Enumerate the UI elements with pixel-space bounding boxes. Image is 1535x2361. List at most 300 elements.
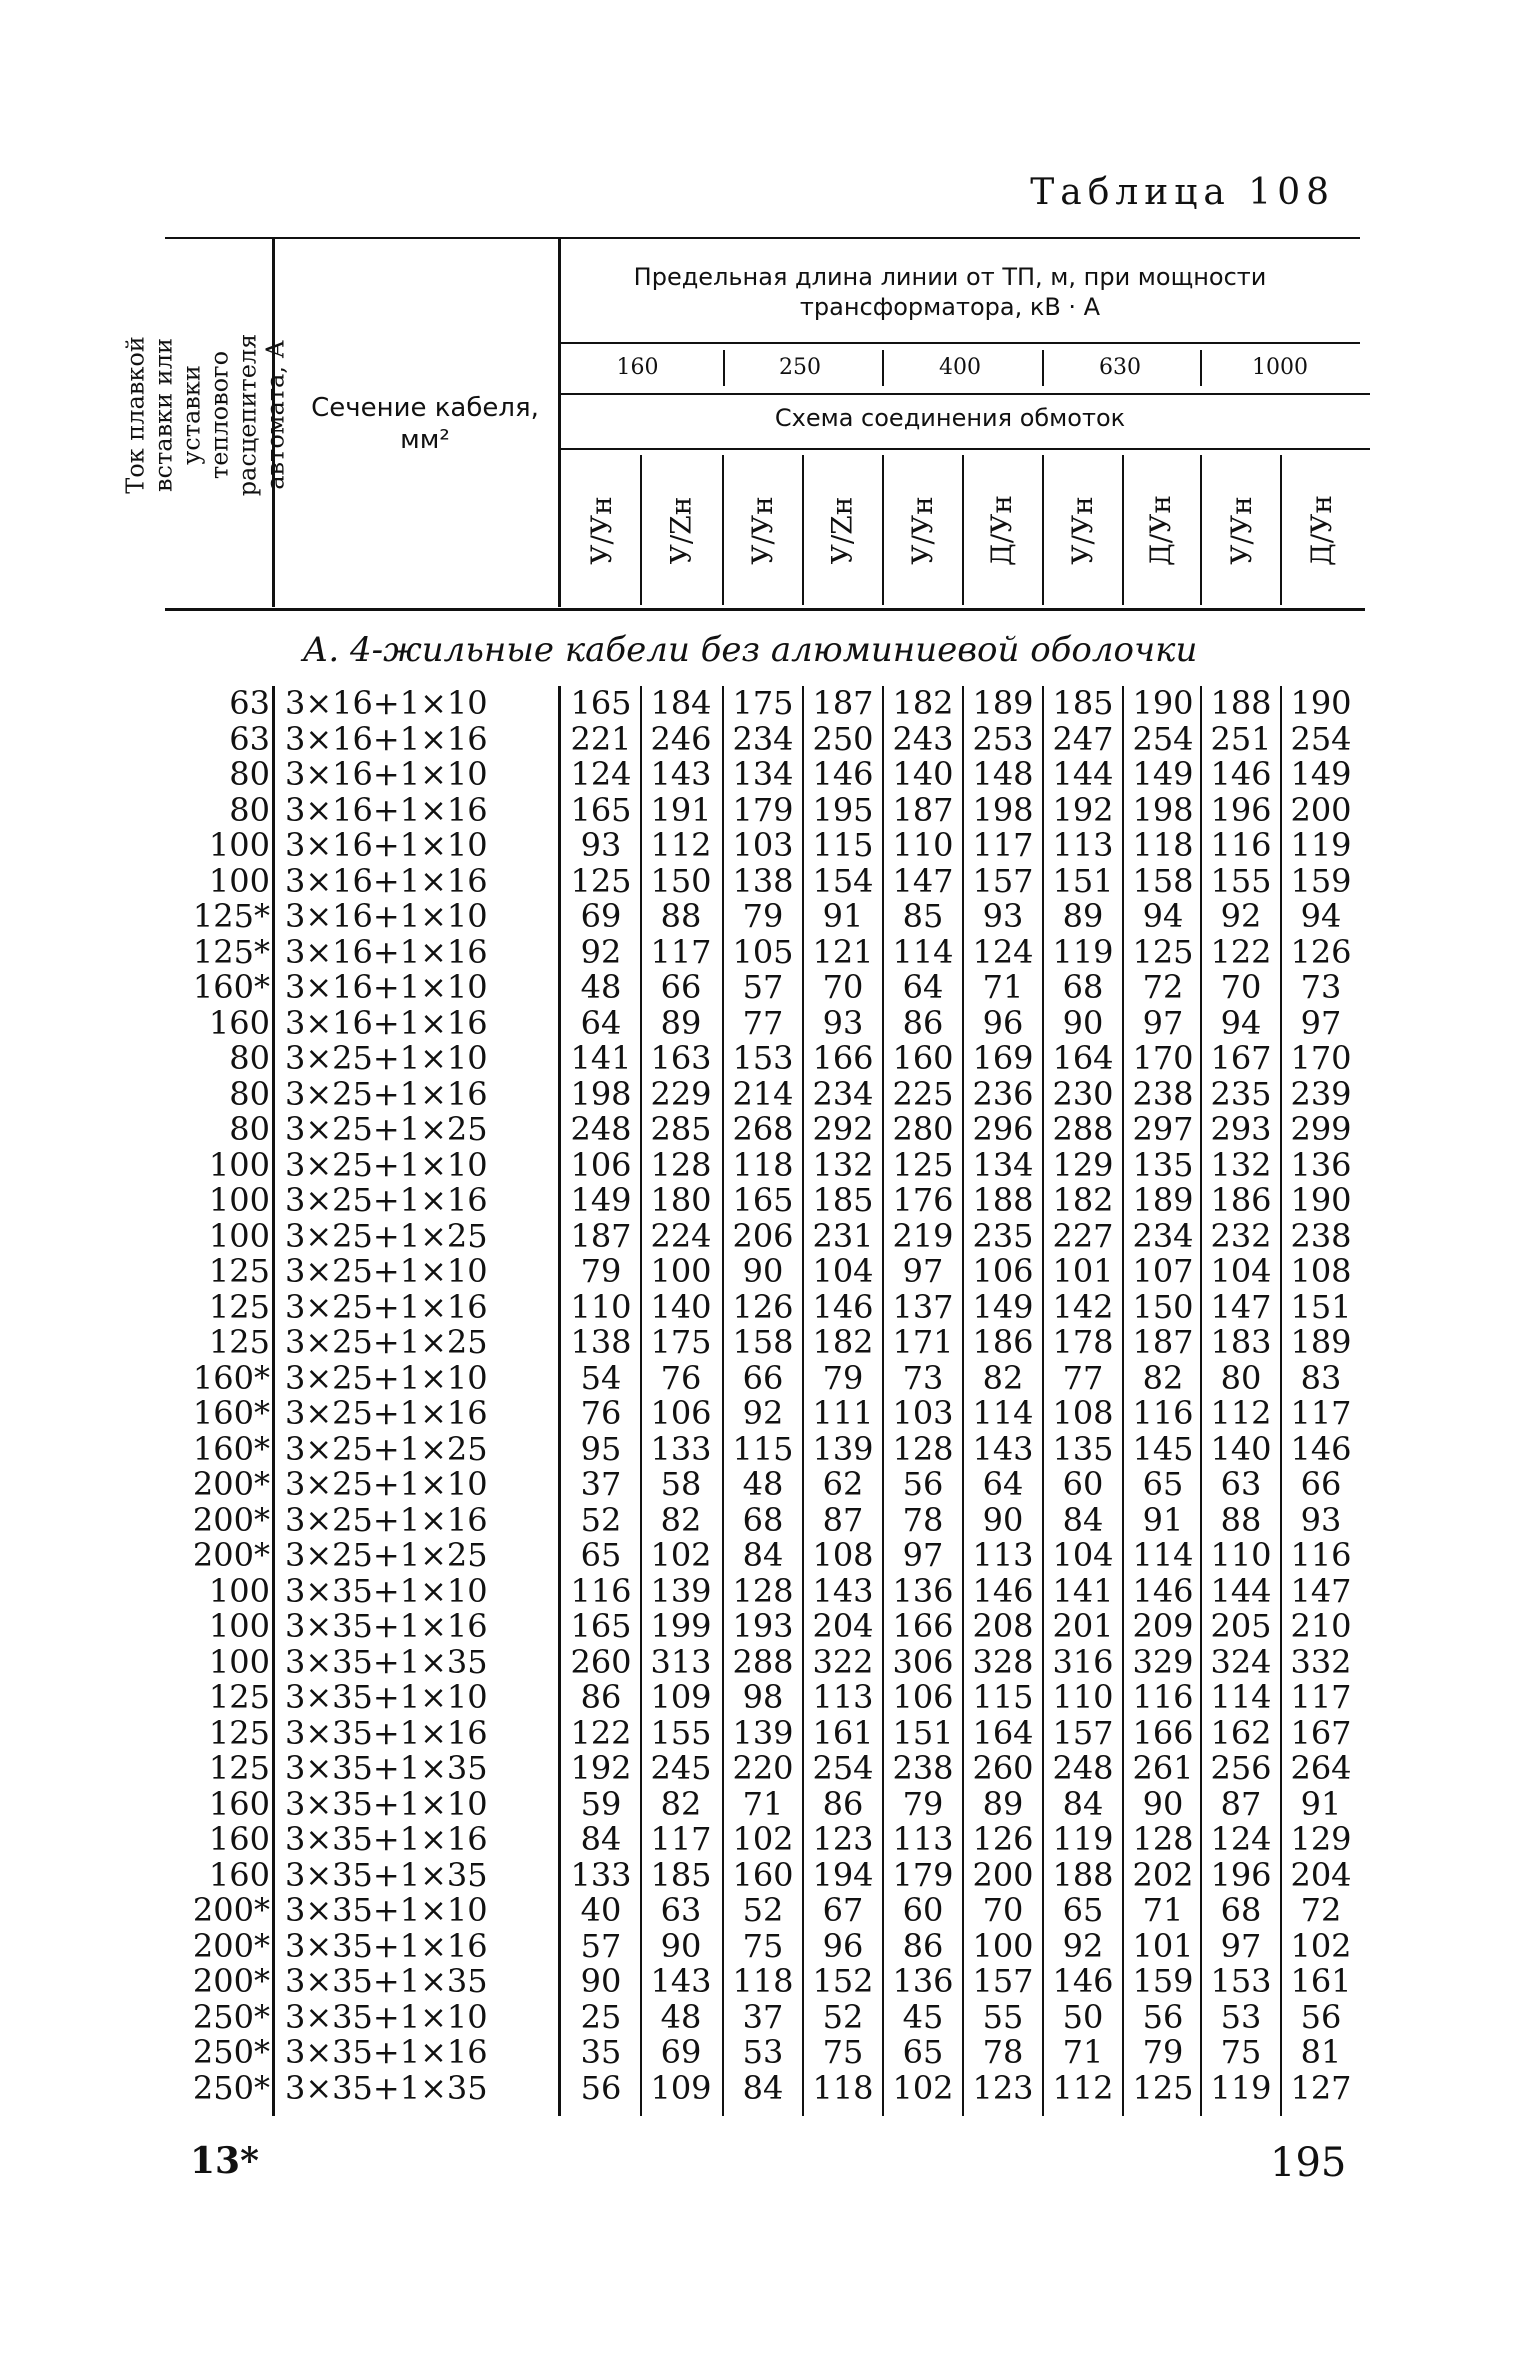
cell-length: 247: [1052, 719, 1114, 758]
cell-length: 158: [1132, 861, 1194, 900]
cell-length: 214: [732, 1074, 794, 1113]
cell-current: 100: [208, 1607, 270, 1645]
cell-length: 75: [742, 1926, 784, 1965]
cell-length: 164: [972, 1713, 1034, 1752]
table-row: [0, 719, 1535, 758]
cell-length: 143: [812, 1571, 874, 1610]
cell-length: 132: [812, 1145, 874, 1184]
cell-length: 91: [1300, 1784, 1342, 1823]
cell-length: 112: [650, 826, 712, 864]
table-row: [0, 1358, 1535, 1397]
cell-length: 84: [1062, 1784, 1104, 1823]
cell-length: 178: [1052, 1323, 1114, 1361]
cell-length: 151: [1052, 861, 1114, 900]
cell-section: 3×16+1×16: [285, 861, 488, 900]
cell-length: 188: [1210, 684, 1272, 722]
cell-length: 93: [822, 1003, 864, 1042]
cell-length: 268: [732, 1110, 794, 1148]
cell-length: 260: [972, 1749, 1034, 1787]
cell-length: 154: [812, 861, 874, 900]
conn-label-7: У/Ун: [1065, 495, 1099, 565]
cell-length: 254: [1132, 719, 1194, 758]
cell-current: 125*: [192, 897, 270, 935]
cell-length: 113: [1052, 826, 1114, 864]
cell-current: 100: [208, 861, 270, 900]
cell-length: 72: [1142, 968, 1184, 1006]
cell-length: 92: [1062, 1926, 1104, 1965]
table-row: [0, 1325, 1535, 1361]
cell-section: 3×25+1×10: [285, 1465, 488, 1503]
cell-length: 113: [972, 1536, 1034, 1574]
cell-section: 3×35+1×10: [285, 1571, 488, 1610]
power-630: 630: [1099, 355, 1141, 380]
cell-length: 192: [1052, 790, 1114, 829]
cell-length: 77: [1062, 1358, 1104, 1397]
cell-length: 170: [1290, 1039, 1352, 1077]
cell-current: 80: [229, 790, 270, 829]
cell-length: 71: [982, 968, 1024, 1006]
cell-length: 192: [570, 1749, 632, 1787]
cell-length: 146: [812, 1287, 874, 1326]
cell-length: 77: [742, 1003, 784, 1042]
table-row: [0, 1467, 1535, 1503]
cell-length: 166: [1132, 1713, 1194, 1752]
cell-current: 160: [208, 1855, 270, 1894]
cell-current: 200*: [192, 1500, 270, 1539]
cell-length: 106: [892, 1678, 954, 1716]
cell-section: 3×35+1×16: [285, 1713, 488, 1752]
cell-section: 3×25+1×16: [285, 1287, 488, 1326]
cell-length: 159: [1132, 1962, 1194, 2000]
cell-length: 149: [570, 1181, 632, 1219]
cell-length: 193: [732, 1607, 794, 1645]
cell-length: 108: [1290, 1252, 1352, 1290]
power-divider-3: [1042, 350, 1044, 386]
power-bottom-rule: [560, 393, 1370, 395]
cell-length: 97: [902, 1252, 944, 1290]
cell-length: 102: [732, 1820, 794, 1858]
cell-length: 123: [972, 2068, 1034, 2107]
cell-length: 93: [1300, 1500, 1342, 1539]
cell-length: 164: [1052, 1039, 1114, 1077]
cell-length: 209: [1132, 1607, 1194, 1645]
cell-length: 83: [1300, 1358, 1342, 1397]
cell-length: 126: [732, 1287, 794, 1326]
conn-label-1: У/Ун: [584, 495, 618, 565]
cell-length: 110: [1210, 1536, 1272, 1574]
cell-length: 82: [660, 1500, 702, 1539]
cell-length: 88: [660, 897, 702, 935]
current-header-label: Ток плавкой вставки или уставки теплового расцепителя автомата, А: [121, 333, 290, 497]
cell-length: 219: [892, 1216, 954, 1255]
cell-current: 160: [208, 1784, 270, 1823]
cell-length: 153: [1210, 1962, 1272, 2000]
cell-length: 90: [1062, 1003, 1104, 1042]
cell-length: 65: [902, 2033, 944, 2071]
cell-length: 76: [660, 1358, 702, 1397]
cell-length: 82: [660, 1784, 702, 1823]
cell-length: 187: [812, 684, 874, 722]
cell-length: 117: [650, 1820, 712, 1858]
cell-length: 58: [660, 1465, 702, 1503]
cell-length: 124: [1210, 1820, 1272, 1858]
cell-length: 155: [650, 1713, 712, 1752]
cell-length: 125: [1132, 932, 1194, 971]
cell-length: 210: [1290, 1607, 1352, 1645]
cell-length: 98: [742, 1678, 784, 1716]
cell-length: 105: [732, 932, 794, 971]
table-row: [0, 1003, 1535, 1042]
conn-label-6: Д/Ун: [985, 494, 1019, 566]
cell-length: 71: [1142, 1891, 1184, 1929]
cell-length: 157: [1052, 1713, 1114, 1752]
cell-length: 256: [1210, 1749, 1272, 1787]
cell-length: 135: [1132, 1145, 1194, 1184]
cell-length: 149: [972, 1287, 1034, 1326]
table-row: [0, 1926, 1535, 1965]
conn-label-10: Д/Ун: [1305, 494, 1339, 566]
cell-length: 75: [1220, 2033, 1262, 2071]
cell-current: 100: [208, 1216, 270, 1255]
cell-length: 59: [580, 1784, 622, 1823]
cell-length: 68: [1062, 968, 1104, 1006]
power-divider-4: [1200, 350, 1202, 386]
cell-length: 297: [1132, 1110, 1194, 1148]
cell-length: 185: [1052, 684, 1114, 722]
table-row: [0, 1751, 1535, 1787]
cell-length: 71: [742, 1784, 784, 1823]
cell-length: 53: [1220, 1997, 1262, 2036]
cell-length: 65: [1142, 1465, 1184, 1503]
cell-length: 232: [1210, 1216, 1272, 1255]
table-row: [0, 861, 1535, 900]
cell-length: 183: [1210, 1323, 1272, 1361]
conn-col-2: [642, 455, 720, 605]
cell-length: 66: [742, 1358, 784, 1397]
table-row: [0, 970, 1535, 1006]
cell-length: 64: [580, 1003, 622, 1042]
cell-length: 198: [570, 1074, 632, 1113]
cell-section: 3×25+1×25: [285, 1429, 488, 1468]
winding-scheme-header: Схема соединения обмоток: [774, 404, 1126, 432]
cell-section: 3×16+1×10: [285, 826, 488, 864]
cell-length: 116: [1132, 1678, 1194, 1716]
cell-current: 100: [208, 826, 270, 864]
cell-section: 3×35+1×16: [285, 1607, 488, 1645]
cell-length: 90: [982, 1500, 1024, 1539]
cell-section: 3×25+1×10: [285, 1145, 488, 1184]
cell-section: 3×25+1×16: [285, 1074, 488, 1113]
table-row: [0, 1642, 1535, 1681]
cell-length: 149: [1290, 755, 1352, 793]
table-row: [0, 2068, 1535, 2107]
cell-length: 157: [972, 1962, 1034, 2000]
cell-length: 163: [650, 1039, 712, 1077]
table-row: [0, 1183, 1535, 1219]
cell-length: 37: [580, 1465, 622, 1503]
cell-length: 118: [732, 1962, 794, 2000]
cell-length: 73: [902, 1358, 944, 1397]
power-1000: 1000: [1252, 355, 1308, 380]
cell-length: 261: [1132, 1749, 1194, 1787]
cell-length: 157: [972, 861, 1034, 900]
table-row: [0, 1396, 1535, 1432]
cell-length: 97: [902, 1536, 944, 1574]
cell-length: 191: [650, 790, 712, 829]
cell-length: 264: [1290, 1749, 1352, 1787]
table-row: [0, 1784, 1535, 1823]
cell-length: 147: [892, 861, 954, 900]
cell-length: 142: [1052, 1287, 1114, 1326]
cell-length: 57: [742, 968, 784, 1006]
cell-section: 3×25+1×16: [285, 1500, 488, 1539]
cell-length: 79: [580, 1252, 622, 1290]
cell-current: 160*: [192, 1358, 270, 1397]
cell-section: 3×35+1×16: [285, 1820, 488, 1858]
cell-section: 3×16+1×10: [285, 897, 488, 935]
cell-length: 188: [972, 1181, 1034, 1219]
cell-length: 78: [902, 1500, 944, 1539]
cell-length: 68: [1220, 1891, 1262, 1929]
cell-length: 79: [902, 1784, 944, 1823]
cell-length: 86: [902, 1926, 944, 1965]
cell-length: 89: [982, 1784, 1024, 1823]
cell-length: 68: [742, 1500, 784, 1539]
cell-length: 106: [570, 1145, 632, 1184]
cell-section: 3×16+1×16: [285, 1003, 488, 1042]
cell-length: 125: [570, 861, 632, 900]
cell-length: 56: [902, 1465, 944, 1503]
cell-length: 112: [1210, 1394, 1272, 1432]
cell-length: 86: [902, 1003, 944, 1042]
cell-length: 136: [892, 1571, 954, 1610]
cell-length: 126: [972, 1820, 1034, 1858]
cell-length: 92: [742, 1394, 784, 1432]
cell-current: 200*: [192, 1465, 270, 1503]
cell-length: 162: [1210, 1713, 1272, 1752]
cell-length: 182: [892, 684, 954, 722]
cell-length: 57: [580, 1926, 622, 1965]
conn-col-1: [562, 455, 640, 605]
cell-length: 75: [822, 2033, 864, 2071]
cell-section: 3×25+1×16: [285, 1394, 488, 1432]
conn-label-4: У/Zн: [825, 496, 859, 564]
cell-length: 143: [972, 1429, 1034, 1468]
cell-length: 84: [1062, 1500, 1104, 1539]
cell-current: 250*: [192, 1997, 270, 2036]
cell-length: 167: [1290, 1713, 1352, 1752]
cell-length: 89: [1062, 897, 1104, 935]
table-row: [0, 1713, 1535, 1752]
conn-divider-9: [1280, 455, 1282, 605]
cell-length: 161: [812, 1713, 874, 1752]
cell-section: 3×35+1×16: [285, 1926, 488, 1965]
cell-length: 66: [660, 968, 702, 1006]
cell-length: 190: [1290, 1181, 1352, 1219]
cell-section: 3×35+1×35: [285, 1962, 488, 2000]
cell-current: 125: [208, 1749, 270, 1787]
table-row: [0, 1855, 1535, 1894]
cell-length: 55: [982, 1997, 1024, 2036]
cell-length: 332: [1290, 1642, 1352, 1681]
cell-length: 60: [902, 1891, 944, 1929]
cell-length: 288: [732, 1642, 794, 1681]
cell-length: 234: [812, 1074, 874, 1113]
conn-col-6: [962, 455, 1042, 605]
cell-length: 69: [660, 2033, 702, 2071]
cell-length: 69: [580, 897, 622, 935]
cell-length: 179: [892, 1855, 954, 1894]
table-row: [0, 1074, 1535, 1113]
cell-current: 200*: [192, 1891, 270, 1929]
cell-length: 89: [660, 1003, 702, 1042]
cell-length: 144: [1052, 755, 1114, 793]
cell-section: 3×16+1×16: [285, 932, 488, 971]
table-row: [0, 1997, 1535, 2036]
cell-length: 70: [822, 968, 864, 1006]
cell-length: 119: [1052, 1820, 1114, 1858]
table-row: [0, 1538, 1535, 1574]
cell-length: 123: [812, 1820, 874, 1858]
cell-current: 250*: [192, 2068, 270, 2107]
cell-length: 160: [732, 1855, 794, 1894]
cell-length: 119: [1210, 2068, 1272, 2107]
table-row: [0, 1609, 1535, 1645]
power-250: 250: [779, 355, 821, 380]
table-row: [0, 932, 1535, 971]
cell-length: 180: [650, 1181, 712, 1219]
cell-length: 225: [892, 1074, 954, 1113]
conn-col-8: [1122, 455, 1200, 605]
cell-length: 293: [1210, 1110, 1272, 1148]
cell-length: 101: [1052, 1252, 1114, 1290]
cell-length: 227: [1052, 1216, 1114, 1255]
cell-length: 91: [1142, 1500, 1184, 1539]
cell-length: 147: [1210, 1287, 1272, 1326]
cell-section: 3×16+1×10: [285, 684, 488, 722]
cell-length: 103: [732, 826, 794, 864]
table-row: [0, 828, 1535, 864]
cell-length: 117: [1290, 1678, 1352, 1716]
cell-length: 65: [580, 1536, 622, 1574]
table-row: [0, 899, 1535, 935]
cell-length: 97: [1142, 1003, 1184, 1042]
cell-length: 122: [1210, 932, 1272, 971]
cell-length: 220: [732, 1749, 794, 1787]
cell-length: 239: [1290, 1074, 1352, 1113]
signature-mark: 13*: [190, 2140, 259, 2182]
cell-length: 231: [812, 1216, 874, 1255]
page-number: 195: [1270, 2140, 1347, 2186]
cell-length: 128: [892, 1429, 954, 1468]
table-row: [0, 2035, 1535, 2071]
cell-length: 198: [972, 790, 1034, 829]
cell-length: 87: [822, 1500, 864, 1539]
cell-length: 166: [892, 1607, 954, 1645]
cell-current: 200*: [192, 1536, 270, 1574]
cell-length: 146: [972, 1571, 1034, 1610]
cell-section: 3×25+1×25: [285, 1110, 488, 1148]
table-row: [0, 1254, 1535, 1290]
cell-length: 124: [972, 932, 1034, 971]
cell-length: 151: [892, 1713, 954, 1752]
cell-length: 93: [580, 826, 622, 864]
cell-length: 90: [660, 1926, 702, 1965]
cell-length: 250: [812, 719, 874, 758]
header-bottom-rule: [165, 608, 1365, 611]
conn-label-3: У/Ун: [745, 495, 779, 565]
cell-length: 56: [1142, 1997, 1184, 2036]
cell-length: 103: [892, 1394, 954, 1432]
cell-length: 129: [1052, 1145, 1114, 1184]
cell-length: 199: [650, 1607, 712, 1645]
cell-length: 85: [902, 897, 944, 935]
cell-length: 73: [1300, 968, 1342, 1006]
cell-length: 78: [982, 2033, 1024, 2071]
table-top-rule: [165, 237, 1360, 239]
conn-col-4: [802, 455, 882, 605]
group-title: А. 4-жильные кабели без алюминиевой оболочки: [302, 630, 1198, 670]
cell-length: 90: [580, 1962, 622, 2000]
cell-length: 63: [1220, 1465, 1262, 1503]
cell-length: 79: [1142, 2033, 1184, 2071]
cell-length: 182: [1052, 1181, 1114, 1219]
cell-length: 243: [892, 719, 954, 758]
cell-length: 146: [1210, 755, 1272, 793]
table-row: [0, 686, 1535, 722]
cell-length: 195: [812, 790, 874, 829]
cell-length: 90: [742, 1252, 784, 1290]
cell-section: 3×35+1×10: [285, 1784, 488, 1823]
cell-length: 260: [570, 1642, 632, 1681]
length-limit-header: Предельная длина линии от ТП, м, при мощности трансформатора, кВ · А: [633, 263, 1267, 321]
power-divider-1: [723, 350, 725, 386]
cell-length: 94: [1220, 1003, 1262, 1042]
cell-length: 94: [1142, 897, 1184, 935]
conn-divider-2: [722, 455, 724, 605]
cell-length: 204: [812, 1607, 874, 1645]
table-body: [0, 686, 1535, 2106]
cell-length: 196: [1210, 1855, 1272, 1894]
cell-length: 136: [1290, 1145, 1352, 1184]
conn-label-8: Д/Ун: [1144, 494, 1178, 566]
cell-length: 189: [1132, 1181, 1194, 1219]
cell-current: 63: [229, 719, 270, 758]
cell-length: 104: [1210, 1252, 1272, 1290]
cell-length: 253: [972, 719, 1034, 758]
cell-length: 234: [1132, 1216, 1194, 1255]
cell-section: 3×25+1×25: [285, 1323, 488, 1361]
cell-length: 113: [812, 1678, 874, 1716]
table-row: [0, 1287, 1535, 1326]
cell-length: 187: [570, 1216, 632, 1255]
cell-length: 139: [732, 1713, 794, 1752]
cell-length: 121: [812, 932, 874, 971]
cell-length: 109: [650, 1678, 712, 1716]
cell-length: 82: [982, 1358, 1024, 1397]
cell-length: 144: [1210, 1571, 1272, 1610]
cell-length: 92: [1220, 897, 1262, 935]
cell-length: 97: [1300, 1003, 1342, 1042]
cell-length: 185: [812, 1181, 874, 1219]
cell-length: 53: [742, 2033, 784, 2071]
cell-length: 189: [1290, 1323, 1352, 1361]
cell-length: 324: [1210, 1642, 1272, 1681]
cell-length: 102: [1290, 1926, 1352, 1965]
cell-length: 292: [812, 1110, 874, 1148]
cell-length: 117: [1290, 1394, 1352, 1432]
cell-length: 100: [650, 1252, 712, 1290]
